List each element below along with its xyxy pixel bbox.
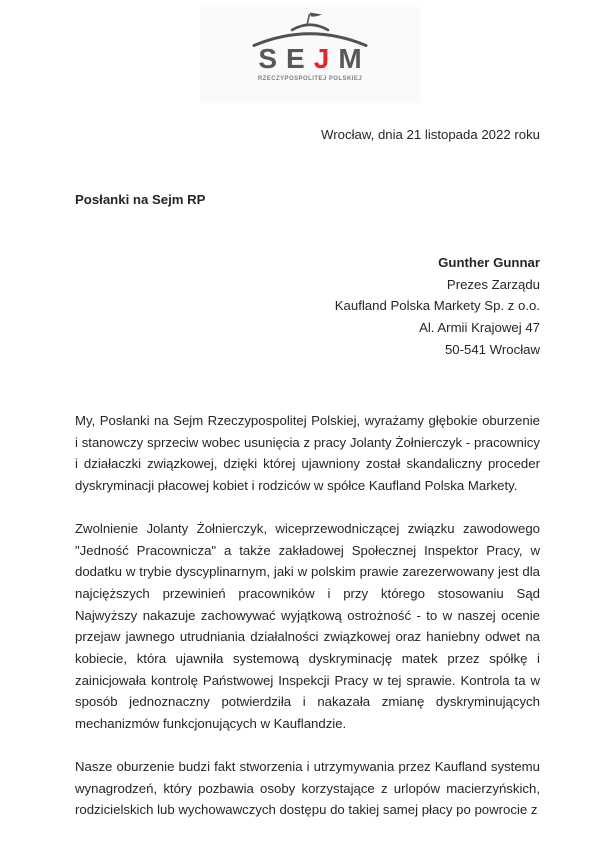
sejm-logo [200, 7, 420, 103]
paragraph-1: My, Posłanki na Sejm Rzeczypospolitej Polskiej, wyrażamy głębokie oburzenie i stanowczy sprzeciw wobec usunięcia z pracy Jolanty Żołnierczyk - pracownicy i działaczki związkowej, dzięki której ujawniony został skandaliczny proceder dyskryminacji płacowej kobiet i rodziców w spółce Kaufland Polska Markety. [75, 413, 540, 494]
logo-letter-j: J [313, 43, 339, 74]
logo-letter-s: S [258, 43, 287, 74]
recipient-title: Prezes Zarządu [446, 276, 540, 292]
logo-subtitle: RZECZYPOSPOLITEJ POLSKIEJ [257, 76, 363, 82]
sejm-wordmark [249, 43, 371, 74]
recipient-city: 50-541 Wrocław [444, 341, 540, 357]
paragraph-3: Nasze oburzenie budzi fakt stworzenia i utrzymywania przez Kaufland systemu wynagrodzeń, który pozbawia osoby korzystające z urlopów macierzyńskich, rodzicielskich lub wychowawczych dostępu do takiej samej płacy po powrocie z [75, 758, 540, 818]
letter-body [75, 410, 540, 842]
recipient-block [335, 252, 540, 361]
logo-letter-m: M [338, 43, 371, 74]
recipient-name: Gunther Gunnar [438, 255, 540, 270]
recipient-street: Al. Armii Krajowej 47 [419, 320, 540, 336]
recipient-company: Kaufland Polska Markety Sp. z o.o. [334, 298, 540, 314]
logo-letter-e: E [286, 43, 314, 74]
date-line: Wrocław, dnia 21 listopada 2022 roku [321, 127, 540, 142]
paragraph-2: Zwolnienie Jolanty Żołnierczyk, wiceprzewodniczącej związku zawodowego "Jedność Pracownicza" a także zakładowej Społecznej Inspektor Pracy, w dodatku w trybie dyscyplinarnym, jaki w polskim prawie zarezerwowany jest dla najcięższych przewinień pracowników i przy którego stosowaniu Sąd Najwyższy nakazuje zachowywać wyjątkową ostrożność - to w naszej ocenie przejaw jawnego utrudniania działalności związkowej oraz haniebny odwet na kobiecie, która ujawniła systemową dyskryminację matek przez spółkę i zainicjowała kontrolę Państwowej Inspekcji Pracy w tej sprawie. Kontrola ta w sposób jednoznaczny potwierdziła i nakazała zmianę dyskryminujących mechanizmów funkcjonujących w Kauflandzie. [75, 520, 540, 732]
sender-line: Posłanki na Sejm RP [75, 192, 206, 207]
